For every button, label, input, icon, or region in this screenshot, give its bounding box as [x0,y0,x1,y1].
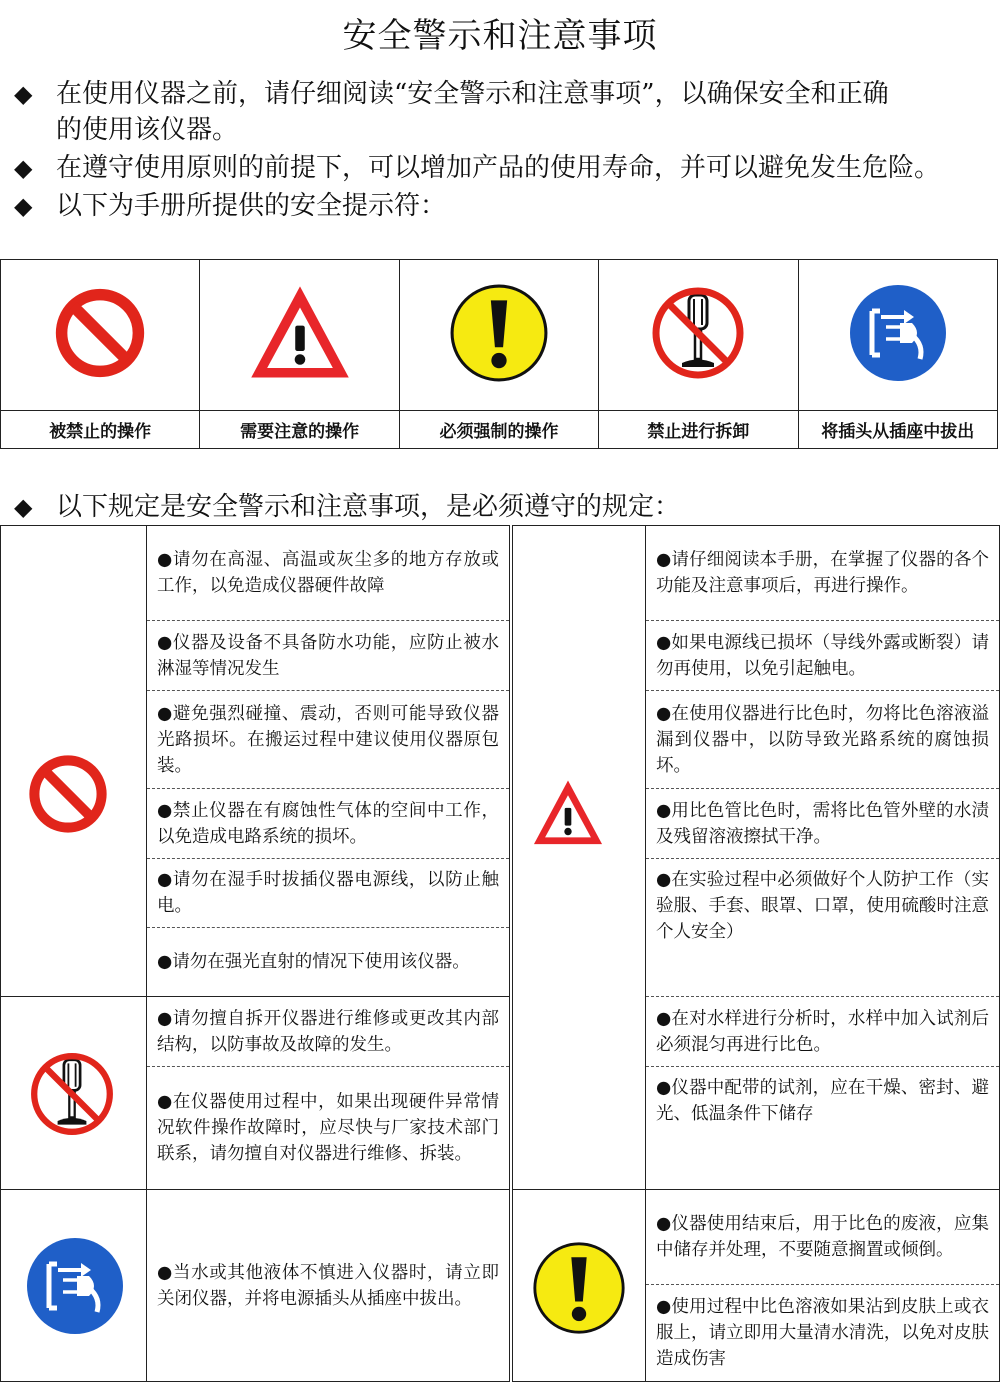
rule-item: ●请勿在高湿、高温或灰尘多的地方存放或工作，以免造成仪器硬件故障 [147,526,509,621]
unplug-icon [25,1236,125,1336]
rule-item: ●用比色管比色时，需将比色管外壁的水渍及残留溶液擦拭干净。 [646,789,999,859]
diamond-bullet-icon: ◆ [14,80,33,108]
diamond-bullet-icon: ◆ [14,192,33,220]
section-heading-item [14,489,994,525]
rules-icon-cell [512,1189,646,1382]
rule-item: ●在仪器使用过程中，如果出现硬件异常情况软件操作故障时，应尽快与厂家技术部门联系，请勿擅自对仪器进行维修、拆装。 [157,1092,499,1164]
rule-item: ●禁止仪器在有腐蚀性气体的空间中工作，以免造成电路系统的损坏。 [147,789,509,859]
rules-icon-cell [0,996,147,1190]
intro-text-line: 在遵守使用原则的前提下，可以增加产品的使用寿命，并可以避免发生危险。 [56,153,941,183]
diamond-bullet-icon: ◆ [14,154,33,182]
legend-symbol-cell [399,260,598,411]
intro-item [14,150,994,186]
rules-text-group [645,525,1000,1190]
rules-icon-cell [512,525,646,1190]
page-title: 安全警示和注意事项 [342,16,658,56]
legend-symbol-cell [599,260,798,411]
legend-symbol-cell [1,260,200,411]
rule-item: ●请勿擅自拆开仪器进行维修或更改其内部结构，以防事故及故障的发生。 [147,997,509,1067]
intro-list [14,76,994,226]
legend-label: 将插头从插座中拔出 [798,411,997,449]
rule-item: ●当水或其他液体不慎进入仪器时，请立即关闭仪器，并将电源插头从插座中拔出。 [157,1262,499,1309]
intro-text-line: 的使用该仪器。 [56,115,239,145]
rule-item: ●请仔细阅读本手册，在掌握了仪器的各个功能及注意事项后，再进行操作。 [646,526,999,621]
prohibition-icon [52,285,148,381]
mandatory-exclamation-icon [531,1240,627,1336]
rules-text-group [146,525,510,997]
mandatory-exclamation-icon [448,282,550,384]
intro-item [14,76,994,148]
legend-label: 禁止进行拆卸 [599,411,798,449]
intro-text-line: 以下为手册所提供的安全提示符： [56,191,447,221]
rules-icon-cell [0,1189,147,1382]
legend-symbol-cell [798,260,997,411]
warning-triangle-icon [531,776,605,850]
intro-text-line: 在使用仪器之前，请仔细阅读“安全警示和注意事项”，以确保安全和正确 [56,79,889,109]
rules-text-group [645,1189,1000,1382]
legend-symbol-cell [200,260,399,411]
rule-item: ●仪器中配带的试剂，应在干燥、密封、避光、低温条件下储存 [656,1078,989,1124]
rule-item: ●在使用仪器进行比色时，勿将比色溶液溢漏到仪器中，以防导致光路系统的腐蚀损坏。 [646,691,999,789]
rule-item: ●请勿在湿手时拔插仪器电源线，以防止触电。 [147,859,509,928]
rule-item: ●仪器及设备不具备防水功能，应防止被水淋湿等情况发生 [147,621,509,691]
rule-item: ●在对水样进行分析时，水样中加入试剂后必须混匀再进行比色。 [646,997,999,1067]
rule-item: ●使用过程中比色溶液如果沾到皮肤上或衣服上，请立即用大量清水清洗，以免对皮肤造成伤害 [656,1297,989,1369]
rule-item: ●仪器使用结束后，用于比色的废液，应集中储存并处理，不要随意搁置或倾倒。 [646,1190,999,1285]
rules-table [0,525,1000,1382]
safety-symbol-legend [0,259,998,449]
legend-label: 需要注意的操作 [200,411,399,449]
no-disassembly-icon [27,1049,117,1139]
rules-text-group [146,1189,510,1382]
rules-icon-cell [0,525,147,997]
section-heading [14,489,994,527]
no-disassembly-icon [648,283,748,383]
diamond-bullet-icon: ◆ [14,493,33,521]
legend-label: 被禁止的操作 [1,411,200,449]
unplug-icon [848,283,948,383]
warning-triangle-icon [244,280,356,386]
intro-item [14,188,994,224]
rule-item: ●在实验过程中必须做好个人防护工作（实验服、手套、眼罩、口罩，使用硫酸时注意个人安全） [646,859,999,997]
rule-item: ●如果电源线已损坏（导线外露或断裂）请勿再使用，以免引起触电。 [646,621,999,691]
legend-label: 必须强制的操作 [399,411,598,449]
prohibition-icon [26,752,110,836]
rules-text-group [146,996,510,1190]
rule-item: ●请勿在强光直射的情况下使用该仪器。 [157,952,470,972]
section-heading-text: 以下规定是安全警示和注意事项，是必须遵守的规定： [56,492,681,522]
rule-item: ●避免强烈碰撞、震动，否则可能导致仪器光路损坏。在搬运过程中建议使用仪器原包装。 [147,691,509,789]
